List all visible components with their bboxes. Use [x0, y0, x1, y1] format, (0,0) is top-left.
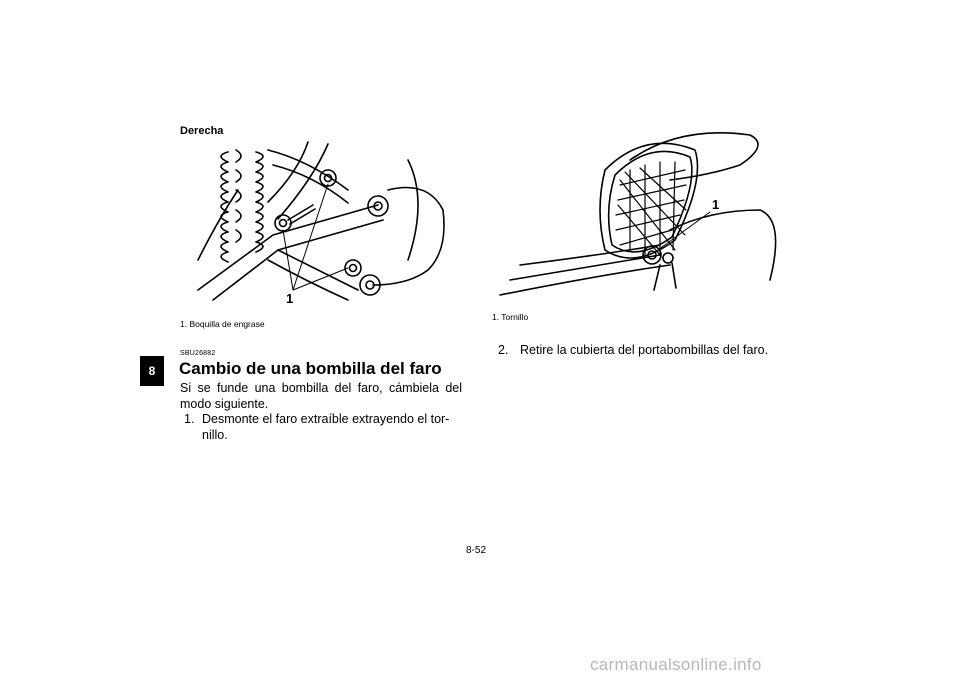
figure-callout-1: 1	[286, 291, 294, 305]
figure-callout-1: 1	[712, 197, 720, 212]
grease-nipple-figure	[178, 140, 458, 305]
figure-subtitle: Derecha	[180, 125, 224, 137]
headlight-figure	[490, 130, 780, 300]
step-text: Retire la cubierta del portabombillas del faro.	[520, 343, 769, 357]
step-number: 1.	[184, 412, 195, 426]
section-title: Cambio de una bombilla del faro	[179, 359, 442, 378]
figure-caption: 1. Tornillo	[492, 312, 529, 322]
section-code: SBU26882	[180, 350, 216, 357]
step-number: 2.	[498, 343, 509, 357]
step-text: Desmonte el faro extraíble extrayendo el tor-nillo.	[202, 412, 450, 442]
watermark: carmanualsonline.info	[590, 655, 762, 674]
body-paragraph: Si se funde una bombilla del faro, cámbiela del modo siguiente.	[180, 381, 462, 411]
chapter-tab: 8	[140, 356, 164, 386]
page-number: 8-52	[466, 545, 487, 556]
figure-caption: 1. Boquilla de engrase	[180, 319, 265, 329]
